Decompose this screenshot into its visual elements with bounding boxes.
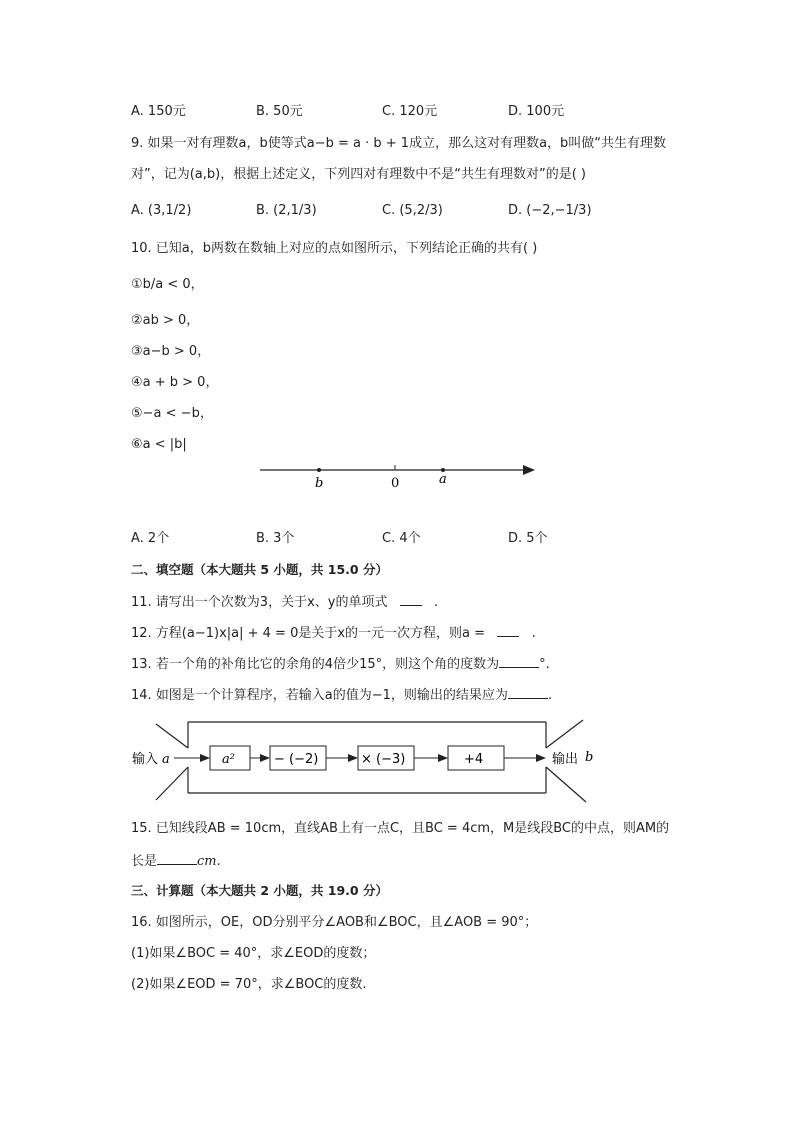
q9-option-c: C. (5,2/3) bbox=[382, 203, 443, 218]
label-b: b bbox=[315, 476, 324, 491]
q12: 12. 方程(a−1)x|a| + 4 = 0是关于x的一元一次方程，则a = . bbox=[131, 623, 536, 643]
q16-stem: 16. 如图所示，OE，OD分别平分∠AOB和∠BOC，且∠AOB = 90°； bbox=[131, 915, 538, 930]
q10-item-2: ②ab > 0， bbox=[131, 313, 200, 328]
flow-box-subtract: − (−2) bbox=[274, 752, 319, 767]
q15-answer-blank[interactable] bbox=[157, 851, 197, 865]
q11-answer-blank[interactable] bbox=[400, 592, 422, 606]
q9-stem-line1: 9. 如果一对有理数a，b使等式a−b = a · b + 1成立，那么这对有理数a，b叫做“共生有理数 bbox=[131, 136, 667, 151]
q10-item-6: ⑥a < |b| bbox=[131, 437, 187, 452]
label-a: a bbox=[439, 472, 447, 487]
q14: 14. 如图是一个计算程序，若输入a的值为−1，则输出的结果应为 . bbox=[131, 685, 552, 705]
flow-input-label: 输入 bbox=[132, 752, 159, 767]
q15-unit: cm. bbox=[197, 854, 221, 869]
q11: 11. 请写出一个次数为3，关于x、y的单项式 . bbox=[131, 592, 438, 612]
q12-answer-blank[interactable] bbox=[497, 623, 519, 637]
flow-box-square: a² bbox=[222, 752, 235, 767]
q10-option-a: A. 2个 bbox=[131, 531, 170, 546]
section-fill-blank-title: 二、填空题（本大题共 5 小题，共 15.0 分） bbox=[131, 562, 388, 577]
q14-answer-blank[interactable] bbox=[508, 685, 548, 699]
q8-option-d: D. 100元 bbox=[508, 104, 565, 119]
q13-text: 13. 若一个角的补角比它的余角的4倍少15°，则这个角的度数为 bbox=[131, 657, 500, 672]
q15-line1: 15. 已知线段AB = 10cm，直线AB上有一点C，且BC = 4cm，M是线段BC的中点，则AM的 bbox=[131, 821, 670, 836]
calculation-flowchart bbox=[128, 718, 598, 806]
flow-box-add: +4 bbox=[464, 752, 484, 767]
q8-option-b: B. 50元 bbox=[256, 104, 303, 119]
q9-option-b: B. (2,1/3) bbox=[256, 203, 317, 218]
q9-stem-line2: 对”，记为(a,b)，根据上述定义，下列四对有理数中不是“共生有理数对”的是( ) bbox=[131, 167, 586, 182]
q13 bbox=[131, 654, 550, 674]
label-zero: 0 bbox=[391, 476, 400, 491]
q10-item-3: ③a−b > 0， bbox=[131, 344, 211, 359]
q8-option-a: A. 150元 bbox=[131, 104, 186, 119]
q10-option-b: B. 3个 bbox=[256, 531, 295, 546]
point-b bbox=[317, 468, 321, 472]
q10-item-1: ①b/a < 0， bbox=[131, 277, 204, 292]
q10-option-c: C. 4个 bbox=[382, 531, 421, 546]
q15-line2 bbox=[131, 851, 221, 871]
flow-output-label: 输出 bbox=[552, 752, 579, 767]
q10-item-5: ⑤−a < −b， bbox=[131, 406, 213, 421]
section-calculation-title: 三、计算题（本大题共 2 小题，共 19.0 分） bbox=[131, 883, 388, 898]
q11-text: 11. 请写出一个次数为3，关于x、y的单项式 bbox=[131, 595, 388, 610]
q9-option-a: A. (3,1/2) bbox=[131, 203, 192, 218]
q16-sub2: (2)如果∠EOD = 70°，求∠BOC的度数. bbox=[131, 977, 367, 992]
q9-option-d: D. (−2,−1/3) bbox=[508, 203, 592, 218]
q10-option-d: D. 5个 bbox=[508, 531, 548, 546]
flow-input-var: a bbox=[162, 752, 170, 767]
q10-item-4: ④a + b > 0， bbox=[131, 375, 219, 390]
flow-box-multiply: × (−3) bbox=[361, 752, 406, 767]
q15-text: 长是 bbox=[131, 854, 158, 869]
flow-output-var: b bbox=[585, 750, 594, 765]
q13-answer-blank[interactable] bbox=[499, 654, 539, 668]
number-line-figure bbox=[255, 455, 545, 495]
q8-option-c: C. 120元 bbox=[382, 104, 438, 119]
q14-text: 14. 如图是一个计算程序，若输入a的值为−1，则输出的结果应为 bbox=[131, 688, 508, 703]
q12-text: 12. 方程(a−1)x|a| + 4 = 0是关于x的一元一次方程，则a = bbox=[131, 626, 486, 641]
q13-unit: °. bbox=[539, 657, 550, 672]
q16-sub1: (1)如果∠BOC = 40°，求∠EOD的度数； bbox=[131, 946, 376, 961]
q10-stem: 10. 已知a，b两数在数轴上对应的点如图所示，下列结论正确的共有( ) bbox=[131, 241, 538, 256]
